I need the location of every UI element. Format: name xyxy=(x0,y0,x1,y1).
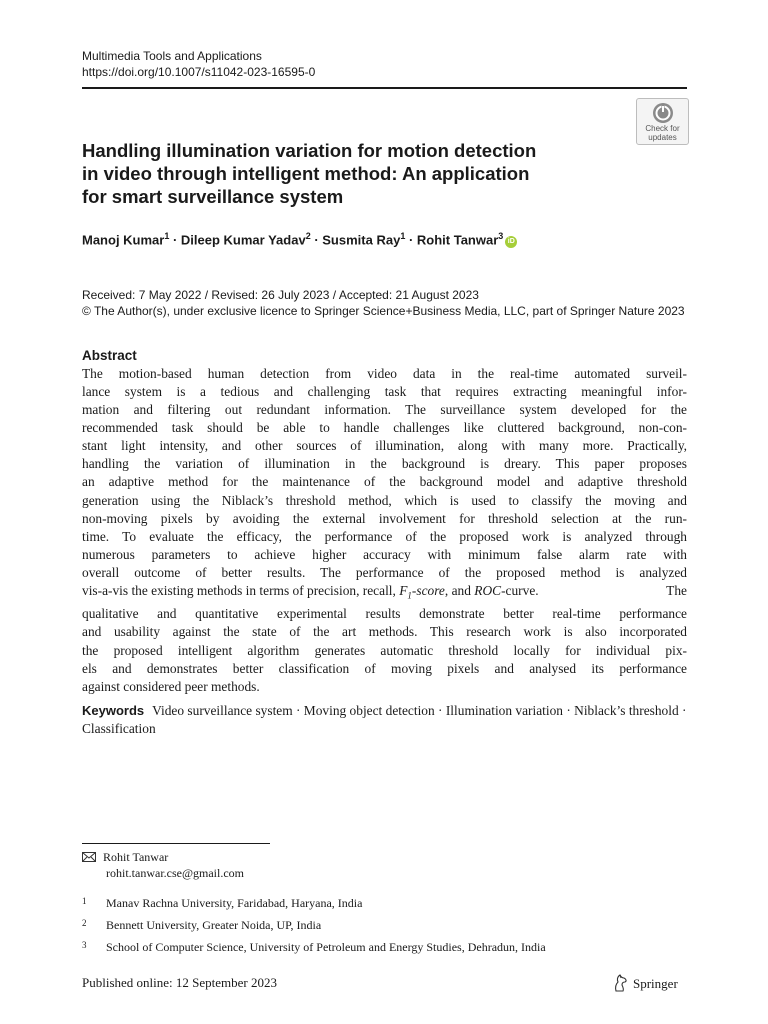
abstract-line: non-moving pixels by avoiding the external involvement for threshold selection at the run- xyxy=(82,510,687,526)
badge-line-1: Check for xyxy=(645,124,680,133)
title-line-2: in video through intelligent method: An application xyxy=(82,163,530,184)
springer-horse-icon xyxy=(612,974,628,992)
header-divider xyxy=(82,87,687,89)
author-affiliation-mark: 1 xyxy=(164,231,170,241)
author-affiliation-mark: 1 xyxy=(400,231,406,241)
abstract-line: mation and filtering out redundant information. The surveillance system developed for the xyxy=(82,401,687,417)
affiliation-number: 2 xyxy=(82,918,87,928)
publisher-name: Springer xyxy=(633,976,678,991)
abstract-line: the proposed intelligent algorithm generates automatic threshold locally for individual pix- xyxy=(82,642,687,658)
footnote-divider xyxy=(82,843,270,844)
paper-title xyxy=(82,139,602,208)
and-text: , and xyxy=(444,583,475,599)
title-line-1: Handling illumination variation for motion detection xyxy=(82,140,537,161)
abstract-line-metrics xyxy=(82,582,687,605)
keywords-heading: Keywords xyxy=(82,703,145,718)
journal-name: Multimedia Tools and Applications xyxy=(82,49,262,63)
history-dates: Received: 7 May 2022 / Revised: 26 July 2023 / Accepted: 21 August 2023 xyxy=(82,288,479,302)
abstract-line: overall outcome of better results. The performance of the proposed method is analyzed xyxy=(82,565,687,581)
abstract-line: The motion-based human detection from video data in the real-time automated surveil- xyxy=(82,365,687,381)
author-name[interactable]: Manoj Kumar xyxy=(82,232,165,248)
abstract-line: handling the variation of illumination in the background is dreary. This paper proposes xyxy=(82,456,687,472)
envelope-icon xyxy=(82,852,96,862)
check-for-updates-badge[interactable] xyxy=(636,98,689,145)
affiliation-number: 1 xyxy=(82,896,87,906)
affiliation-text: Bennett University, Greater Noida, UP, India xyxy=(106,918,322,932)
author-affiliation-mark: 3 xyxy=(498,231,504,241)
abstract-line: an adaptive method for the maintenance of the background model and adaptive threshold xyxy=(82,474,687,490)
author-name[interactable]: Rohit Tanwar xyxy=(416,232,499,248)
abstract-line: generation using the Niblack’s threshold method, which is used to classify the moving and xyxy=(82,492,687,508)
abstract-line: against considered peer methods. xyxy=(82,678,260,694)
affiliation-text: School of Computer Science, University of Petroleum and Energy Studies, Dehradun, India xyxy=(106,940,546,954)
keywords-list: Video surveillance system · Moving object detection · Illumination variation · Niblack’s threshold · Classification xyxy=(82,703,687,736)
abstract-line: els and demonstrates better classification of moving pixels and analysed its performance xyxy=(82,660,687,676)
affiliation-number: 3 xyxy=(82,940,87,950)
abstract-line: qualitative and quantitative experimental results demonstrate better real-time performance xyxy=(82,606,687,622)
metrics-intro: vis-a-vis the existing methods in terms of precision, recall, xyxy=(82,583,400,599)
abstract-line: recommended task should be able to handle challenges like cluttered background, non-con- xyxy=(82,419,687,435)
badge-line-2: updates xyxy=(648,133,677,142)
author-separator: · xyxy=(405,232,417,248)
journal-header xyxy=(82,48,315,80)
correspondence xyxy=(82,849,244,881)
abstract-line: time. To evaluate the efficacy, the performance of the proposed work is analyzed through xyxy=(82,528,687,544)
roc-text: ROC xyxy=(474,583,502,599)
author-separator: · xyxy=(310,232,323,248)
orcid-icon[interactable]: iD xyxy=(505,236,517,248)
author-name[interactable]: Dileep Kumar Yadav xyxy=(180,232,306,248)
author-affiliation-mark: 2 xyxy=(305,231,311,241)
affiliation-item xyxy=(82,915,321,933)
abstract-heading: Abstract xyxy=(82,348,137,363)
check-for-updates-icon xyxy=(652,102,674,124)
abstract-line: numerous parameters to achieve higher accuracy with minimum false alarm rate with xyxy=(82,547,687,563)
f1-subscript: 1 xyxy=(407,591,412,602)
article-history xyxy=(82,288,685,319)
correspondence-name: Rohit Tanwar xyxy=(103,850,169,864)
f1-score-text: -score xyxy=(411,583,445,599)
author-name[interactable]: Susmita Ray xyxy=(322,232,401,248)
roc-curve-text: -curve. xyxy=(501,583,539,599)
title-line-3: for smart surveillance system xyxy=(82,186,344,207)
metrics-text xyxy=(82,582,539,605)
doi-link[interactable]: https://doi.org/10.1007/s11042-023-16595-0 xyxy=(82,65,316,79)
published-online: Published online: 12 September 2023 xyxy=(82,975,277,990)
affiliation-item xyxy=(82,893,362,911)
keywords-section xyxy=(82,702,687,738)
abstract-body xyxy=(82,365,687,696)
copyright-line: © The Author(s), under exclusive licence to Springer Science+Business Media, LLC, part of Springer Nature 2023 xyxy=(82,303,685,318)
author-list xyxy=(82,231,517,248)
affiliation-text: Manav Rachna University, Faridabad, Haryana, India xyxy=(106,896,363,910)
correspondence-email[interactable]: rohit.tanwar.cse@gmail.com xyxy=(106,866,245,880)
abstract-line: lance system is a tedious and challenging task that requires extracting meaningful infor- xyxy=(82,383,687,399)
abstract-line: stant light intensity, and other sources of illumination, along with many more. Practically, xyxy=(82,438,687,454)
author-separator: · xyxy=(169,232,181,248)
metrics-tail: The xyxy=(666,583,687,599)
abstract-line: and usability against the state of the art methods. This research work is also incorporated xyxy=(82,624,687,640)
affiliation-item xyxy=(82,937,546,955)
f1-letter: F xyxy=(399,583,408,599)
springer-logo[interactable] xyxy=(612,974,678,992)
